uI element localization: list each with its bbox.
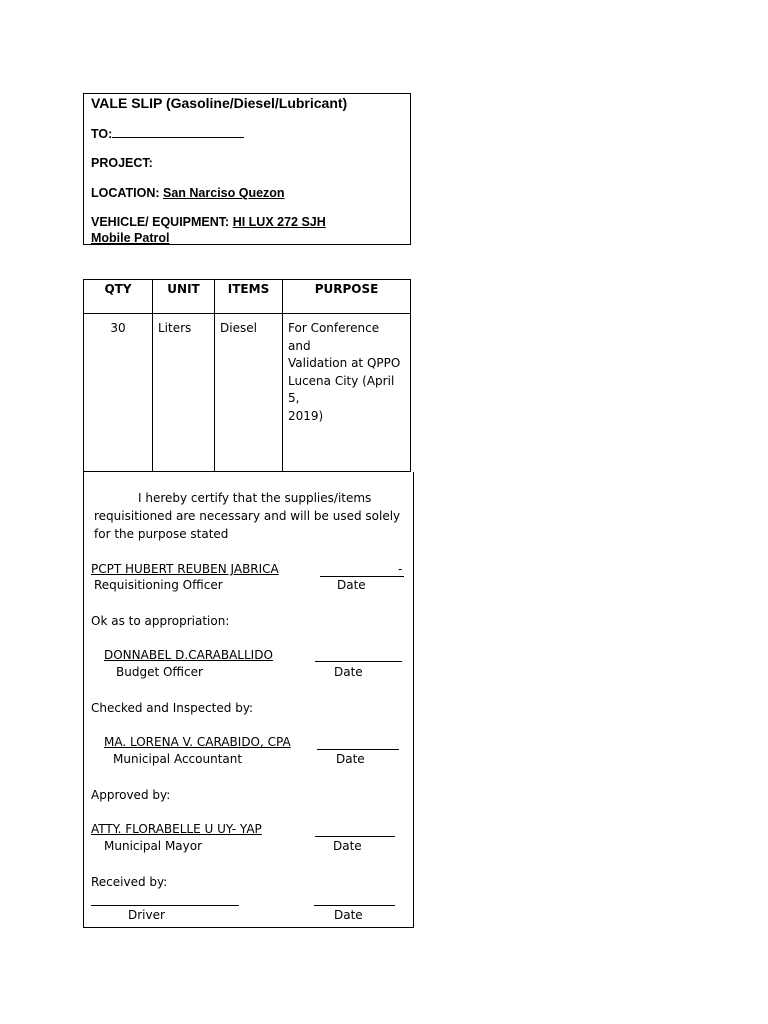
mayor-title: Municipal Mayor [104, 839, 203, 853]
statement-line: for the purpose stated [94, 527, 229, 541]
vehicle-field: VEHICLE/ EQUIPMENT: HI LUX 272 SJH [91, 215, 326, 229]
checked-label: Checked and Inspected by: [91, 701, 254, 715]
mayor-date-line [315, 836, 395, 837]
header-unit: UNIT [153, 280, 215, 314]
purpose-line: Validation at QPPO [288, 356, 401, 370]
appropriation-label: Ok as to appropriation: [91, 614, 230, 628]
table-row [84, 314, 411, 472]
certification-section [83, 472, 414, 928]
date-label: Date [334, 665, 363, 679]
accountant-name: MA. LORENA V. CARABIDO, CPA [104, 735, 291, 749]
to-label: TO: [91, 127, 113, 141]
items-table [83, 279, 411, 472]
statement-line: I hereby certify that the supplies/items [138, 491, 372, 505]
header-purpose: PURPOSE [283, 280, 411, 314]
location-label: LOCATION: [91, 186, 160, 200]
vehicle-value-line2: Mobile Patrol [91, 231, 170, 245]
vale-slip-header [83, 93, 411, 245]
purpose-line: Lucena City (April 5, [288, 373, 395, 405]
driver-title: Driver [128, 908, 165, 922]
table-header-row [84, 280, 411, 314]
date-label: Date [333, 839, 362, 853]
accountant-date-line [317, 749, 399, 750]
budget-date-line [315, 661, 402, 662]
item-cell: Diesel [215, 314, 283, 472]
budget-officer-name: DONNABEL D.CARABALLIDO [104, 648, 273, 662]
header-qty: QTY [84, 280, 153, 314]
project-label: PROJECT: [91, 156, 153, 170]
mayor-name: ATTY. FLORABELLE U UY- YAP [91, 822, 262, 836]
location-field [91, 186, 285, 200]
purpose-cell [283, 314, 411, 472]
date-label: Date [336, 752, 365, 766]
driver-signature-line [91, 905, 239, 906]
requisitioning-officer-title: Requisitioning Officer [94, 578, 223, 592]
date-label: Date [337, 578, 366, 592]
unit-cell: Liters [153, 314, 215, 472]
driver-date-line [314, 905, 395, 906]
location-value: San Narciso Quezon [163, 186, 285, 200]
requisitioning-officer-name: PCPT HUBERT REUBEN JABRICA [91, 562, 279, 576]
to-field [91, 126, 244, 141]
approved-label: Approved by: [91, 788, 171, 802]
requisitioning-date-line [320, 576, 404, 577]
purpose-line: 2019) [288, 408, 324, 423]
statement-line: requisitioned are necessary and will be used solely [94, 509, 401, 523]
document-title: VALE SLIP (Gasoline/Diesel/Lubricant) [91, 95, 348, 111]
qty-cell: 30 [84, 314, 153, 472]
accountant-title: Municipal Accountant [113, 752, 243, 766]
vehicle-label: VEHICLE/ EQUIPMENT [91, 215, 226, 229]
received-label: Received by: [91, 875, 168, 889]
requisitioning-dash: - [398, 562, 403, 576]
budget-officer-title: Budget Officer [116, 665, 203, 679]
to-blank-line [112, 126, 244, 138]
header-items: ITEMS [215, 280, 283, 314]
date-label: Date [334, 908, 363, 922]
purpose-line: For Conference and [288, 321, 380, 353]
vehicle-value: HI LUX 272 SJH [232, 215, 326, 229]
